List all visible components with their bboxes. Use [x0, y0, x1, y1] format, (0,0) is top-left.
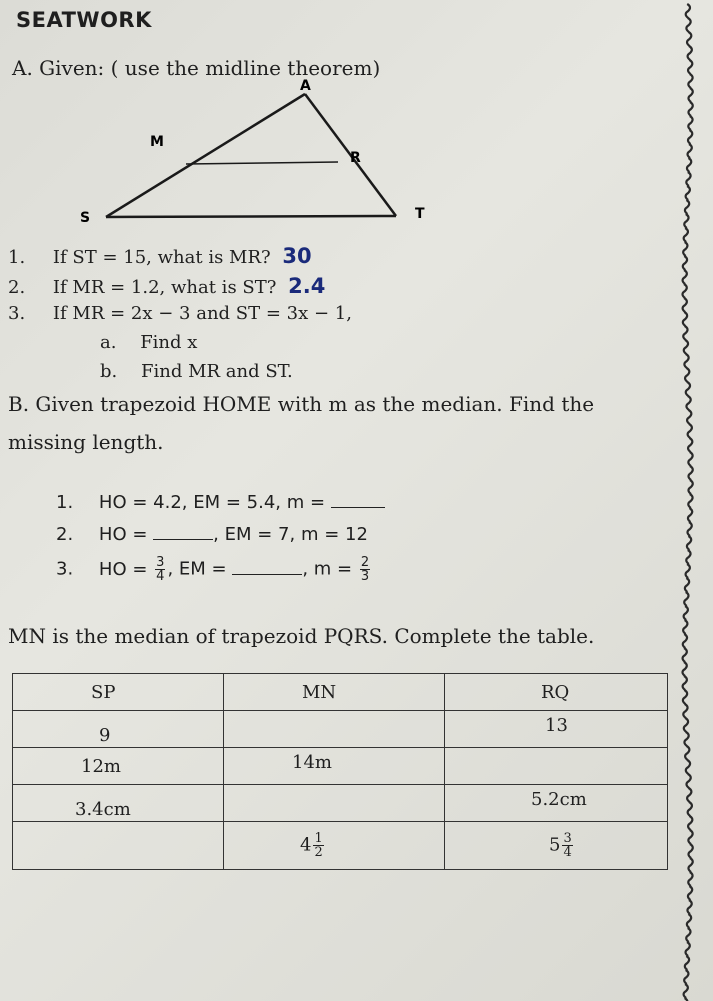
whole-part: 5 — [549, 834, 561, 856]
fraction-numerator: 1 — [314, 831, 323, 846]
coil-loop — [685, 578, 689, 592]
coil-loop — [688, 116, 692, 130]
cell-sp[interactable] — [13, 748, 224, 785]
coil-loop — [688, 886, 692, 900]
a-item-2 — [8, 274, 325, 298]
fraction-denominator: 2 — [314, 845, 323, 860]
fraction — [313, 832, 323, 859]
coil-loop — [684, 984, 688, 998]
fraction-ho — [155, 556, 165, 583]
section-b-heading-cont: missing length. — [8, 430, 164, 454]
fraction-numerator: 2 — [360, 555, 370, 570]
cell-rq[interactable] — [445, 748, 668, 785]
page-title: SEATWORK — [16, 8, 152, 32]
mixed-number-mn — [300, 832, 326, 859]
coil-loop — [687, 900, 691, 914]
cell-value: 14m — [292, 751, 332, 773]
fraction-numerator: 3 — [156, 555, 165, 570]
coil-loop — [683, 326, 687, 340]
handwritten-answer: 30 — [282, 244, 312, 268]
section-b-heading: B. Given trapezoid HOME with m as the median. Find the — [8, 392, 595, 416]
item-text: HO = — [98, 524, 148, 545]
answer-blank[interactable] — [232, 574, 302, 575]
triangle-diagram — [60, 78, 440, 228]
coil-loop — [683, 704, 687, 718]
a-item-3 — [8, 303, 352, 324]
coil-loop — [686, 942, 690, 956]
coil-loop — [688, 130, 692, 144]
cell-sp[interactable] — [13, 785, 224, 822]
coil-loop — [686, 564, 690, 578]
header-label: MN — [302, 681, 337, 703]
handwritten-answer: 2.4 — [288, 274, 326, 298]
coil-loop — [687, 32, 691, 46]
mixed-number-rq — [549, 832, 575, 859]
side-sa — [106, 94, 305, 217]
answer-blank[interactable] — [331, 507, 385, 508]
coil-loop — [683, 662, 687, 676]
item-number: 1. — [56, 492, 74, 513]
table-row — [13, 748, 668, 785]
subitem-text: Find MR and ST. — [140, 361, 293, 382]
coil-loop — [684, 214, 688, 228]
fraction-numerator: 3 — [563, 831, 572, 846]
coil-loop — [683, 298, 687, 312]
coil-loop — [688, 452, 692, 466]
coil-loop — [683, 312, 687, 326]
coil-loop — [686, 186, 690, 200]
section-c-heading: MN is the median of trapezoid PQRS. Complete the table. — [8, 624, 595, 648]
subitem-letter: a. — [100, 332, 117, 353]
coil-loop — [685, 956, 689, 970]
a-subitem-a — [100, 332, 197, 353]
coil-loop — [688, 102, 692, 116]
label-a: A — [300, 78, 311, 94]
subitem-text: Find x — [140, 332, 198, 353]
a-subitem-b — [100, 361, 293, 382]
cell-rq[interactable] — [445, 785, 668, 822]
item-number: 3. — [56, 558, 74, 580]
cell-sp[interactable] — [13, 822, 224, 870]
coil-loop — [686, 928, 690, 942]
item-text: If ST = 15, what is MR? — [52, 247, 271, 268]
answer-blank[interactable] — [153, 539, 213, 540]
coil-loop — [686, 760, 690, 774]
item-text: , m = — [302, 558, 353, 580]
coil-loop — [686, 550, 690, 564]
coil-loop — [683, 256, 687, 270]
item-number: 2. — [56, 524, 74, 545]
coil-loop — [686, 396, 690, 410]
label-m: M — [150, 134, 164, 150]
coil-loop — [688, 438, 692, 452]
item-text: HO = — [98, 558, 148, 580]
coil-loop — [688, 46, 692, 60]
label-s: S — [80, 210, 91, 226]
fraction-m — [360, 556, 370, 583]
fraction-denominator: 4 — [156, 569, 165, 584]
coil-loop — [687, 536, 691, 550]
coil-loop — [684, 718, 688, 732]
coil-loop — [687, 522, 691, 536]
side-st — [106, 216, 396, 217]
coil-loop — [686, 774, 690, 788]
coil-loop — [684, 606, 688, 620]
coil-loop — [688, 480, 692, 494]
coil-loop — [686, 382, 690, 396]
coil-loop — [684, 340, 688, 354]
item-text: , EM = 7, m = 12 — [213, 524, 368, 545]
coil-loop — [688, 88, 692, 102]
table-row — [13, 785, 668, 822]
coil-loop — [683, 676, 687, 690]
whole-part: 4 — [300, 834, 312, 856]
coil-loop — [687, 410, 691, 424]
cell-mn[interactable] — [224, 748, 445, 785]
coil-loop — [688, 466, 692, 480]
coil-loop — [683, 620, 687, 634]
b-item-1 — [56, 492, 385, 513]
coil-loop — [683, 690, 687, 704]
cell-value: 12m — [81, 755, 121, 777]
section-a-heading: A. Given: ( use the midline theorem) — [12, 56, 381, 80]
median-table — [12, 673, 668, 870]
table-header-row — [13, 674, 668, 711]
coil-loop — [683, 634, 687, 648]
coil-loop — [686, 4, 690, 18]
coil-loop — [688, 802, 692, 816]
header-label: SP — [91, 681, 116, 703]
coil-loop — [687, 158, 691, 172]
fraction-denominator: 4 — [563, 845, 572, 860]
midline-mr — [186, 162, 338, 164]
item-number: 2. — [8, 277, 26, 298]
item-text: HO = 4.2, EM = 5.4, m = — [98, 492, 326, 513]
coil-loop — [684, 970, 688, 984]
b-item-3 — [56, 556, 372, 583]
coil-loop — [688, 872, 692, 886]
table-row — [13, 711, 668, 748]
header-sp — [13, 674, 224, 711]
coil-loop — [685, 368, 689, 382]
item-text: If MR = 1.2, what is ST? — [52, 277, 277, 298]
coil-loop — [688, 74, 692, 88]
coil-loop — [688, 830, 692, 844]
header-rq — [445, 674, 668, 711]
coil-loop — [688, 858, 692, 872]
cell-mn[interactable] — [224, 785, 445, 822]
fraction — [562, 832, 572, 859]
table-row — [13, 822, 668, 870]
subitem-letter: b. — [100, 361, 118, 382]
cell-value: 3.4cm — [75, 798, 131, 820]
coil-loop — [688, 424, 692, 438]
coil-loop — [687, 914, 691, 928]
item-number: 1. — [8, 247, 26, 268]
coil-loop — [685, 746, 689, 760]
item-text: , EM = — [167, 558, 227, 580]
coil-loop — [688, 144, 692, 158]
cell-rq[interactable] — [445, 711, 668, 748]
spiral-binding — [665, 0, 713, 1001]
header-mn — [224, 674, 445, 711]
coil-loop — [683, 242, 687, 256]
item-text: If MR = 2x − 3 and ST = 3x − 1, — [52, 303, 352, 324]
cell-sp[interactable] — [13, 711, 224, 748]
cell-mn[interactable] — [224, 822, 445, 870]
coil-loop — [684, 592, 688, 606]
coil-loop — [684, 732, 688, 746]
item-number: 3. — [8, 303, 26, 324]
coil-loop — [686, 18, 690, 32]
coil-loop — [688, 508, 692, 522]
b-item-2 — [56, 524, 368, 545]
coil-loop — [686, 172, 690, 186]
coil-loop — [688, 844, 692, 858]
cell-value: 13 — [545, 714, 568, 736]
coil-loop — [683, 648, 687, 662]
coil-loop — [688, 60, 692, 74]
a-item-1 — [8, 244, 312, 268]
coil-loop — [688, 494, 692, 508]
coil-loop — [687, 788, 691, 802]
coil-loop — [688, 816, 692, 830]
cell-value: 9 — [99, 724, 111, 746]
coil-loop — [683, 270, 687, 284]
label-t: T — [415, 206, 425, 222]
cell-value: 5.2cm — [531, 788, 587, 810]
coil-loop — [685, 200, 689, 214]
label-r: R — [350, 150, 361, 166]
cell-mn[interactable] — [224, 711, 445, 748]
cell-rq[interactable] — [445, 822, 668, 870]
header-label: RQ — [541, 681, 570, 703]
coil-loop — [684, 228, 688, 242]
fraction-denominator: 3 — [360, 569, 370, 584]
coil-loop — [684, 354, 688, 368]
coil-loop — [683, 284, 687, 298]
